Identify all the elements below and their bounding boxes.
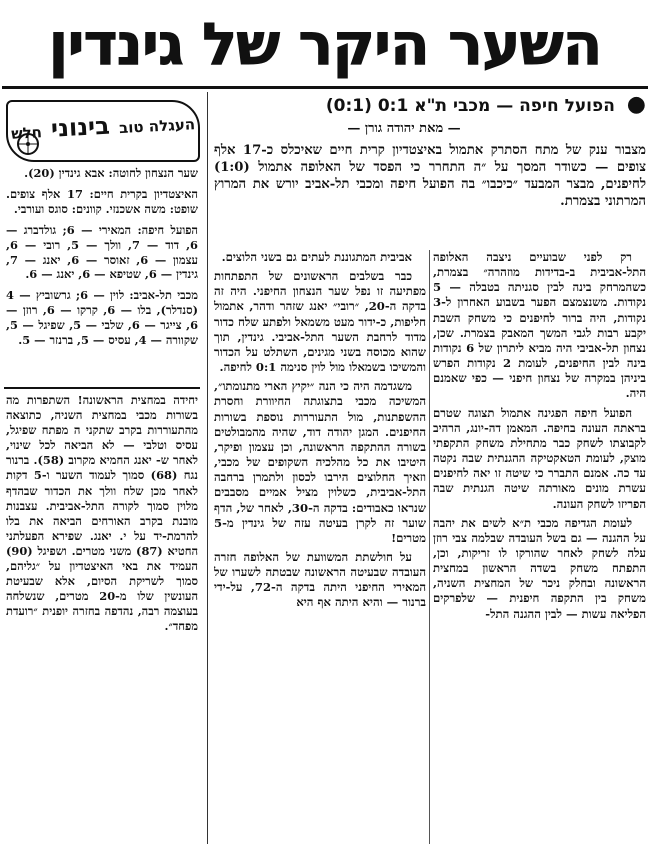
logo-word-left: טוב [118, 117, 145, 138]
article-column-left [214, 250, 426, 844]
article-paragraph: אביבית המתגוננת לעתים גם בשני הלוצים. [221, 250, 412, 264]
column-divider [207, 92, 208, 844]
lede-paragraph: מצבור ענק של מתח הסתרק אתמול באיצטדיון קרית חיים שאיכלס כ-17 אלף צופים — כשודר המסך על ״ה התחרר כי הפסד של האלופה אתמול (1:0) לחיפנים, מבצר המבעד ״כיכבו״ בה הפועל חיפה ומכבי תל-אביב יורש את המרוץ המרתוני בצמרת. [214, 143, 646, 209]
logo-word-big: בינוני [50, 111, 111, 143]
byline: — מאת יהודה גורן — [347, 121, 461, 136]
second-half-text: יחידה במחצית הראשונה! השתפרות מה בשורות מכבי במחצית השניה, כתוצאה מהתעוררות בקרב שתקני ה מפתח שפיגל, עסיס וטלבי — לא הביאה לכל שינוי, לאחר ש- יאנג החמיא מקרוב (58). ברנור נגח (68) סמוך לעמוד השער ו-5 דקות לאחר מכן שלח וולך את הכדור שבהדף מלוין סמוך לקורה התל-אביבית. עצבנות מובנת בקרב האורחים הביאה את בלו להרמת-יד על י. יאנג. שפירא הפעלתני החטיא (87) משני מטרים. ושפיגל (90) העמיד את באי האיצטדיון על ״גליהם, סמוך לשריקת הסיום, אלא שבעיטת העונשין שלו מ-20 מטרים, שנשלחה בעוצמה רבה, נהדפה בחזרה יופנית ״רועדת מפחד״. [6, 393, 198, 634]
logo-word-small: חלש [10, 123, 43, 143]
column-divider [429, 250, 430, 844]
article-paragraph: הפועל חיפה הפגינה אתמול תצוגה שטרם בראתה העונה בחיפה. המאמן דה-יונג, הרהיב לקבוצתו לשחק כבר מתחילת משחק התקפתי מוצק, לעומת הטאקטיקה ההגנתית שבה נקטה עד כה. אמנם התברר כי שיטה זו יאה לחיפנים עשרת מונים מאורתה שיטה הגנתית שבה הפריזו לשחק העונה. [433, 405, 646, 511]
goal-scorer-line: שער הנצחון לחוטה: אבא גינדין (20). [24, 166, 198, 180]
article-paragraph: לעומת הגדיפה מכבי ת״א לשים את יהבה על ההגנה — גם בשל העובדה שבלמה צבי רוזן עלה לשחק לאחר שהורקו לו זריקות, וכן, התפתח משחק בשדה הראשון במחצית הראשונה ובחלק ניכר של המחצית השניה, משחק בין התקפה חיפנית — שלפרקים הפליאה עשות — לבין ההגנה התל- [433, 515, 646, 621]
sidebar-continuation [6, 393, 198, 751]
article-subhead [214, 92, 646, 118]
article-paragraph: כבר בשלבים הראשונים של התפתחות מפתיעה זו נפל שער הנצחון החיפני. היה זה בדקה ה-20, ״רובי״ יאנג שזהר ודהר, אתמול חליפות, כ-ידור מעט משמאל ולפתע שלח כדור מדוד לרחבת השער התל-אביבי. גינדין, תוך שהוא מכוסה בשני מגינים, השתלט על הכדור והמשיכו בשמאלו מול לוין סנימה 0:1 לחיפה. [214, 269, 426, 375]
sidebar-rule [4, 387, 200, 389]
article-paragraph: משגדמה היה כי הנה ״יקיץ הארי מתנומתו״, המשיכה מכבי בתצוגתה החיוורת וחסרת ההשפתנות, מול התעוררות נוספת בשורות החיפנים. המגן יהודה דוד, שהיה מהמבולטים בשורה ההתקפה הראשונה, וכן עצמון ופיקר, היטיבו את כל מהלכיה השקופים של מכבי, וזאיך החלוצים הירבו לכסון ולתמרן ברחבה התל-אביבית, כשלוין מציל אמיים מסבבים שנראו כאבודים: בדקה ה-30, לאחר של, הדף שוער זה לקרן בעיטה עזה של גינדין מ-5 מטרים! [214, 379, 426, 545]
subhead-halftime: (0:1) [325, 96, 372, 116]
subhead-score: 0:1 [377, 96, 409, 116]
maccabi-lineup: מכבי תל-אביב: לוין — 6; גרשוביץ — 4 (סנדלר), בלו — 6, קרקו — 6, רוזן — 6, צייגר — 6, שלבי — 5, שפיגל — 5, שקוורה — 4, עסיס — 5, ברנזר — 5. [6, 288, 198, 348]
headline-rule [2, 86, 648, 89]
article-paragraph: רק לפני שבועיים ניצבה האלופה התל-אביבית ב-בדידות מוזהרה״ בצמרת, כשהמרחק בינה לבין סגניתה בטבלה — 5 נקודות. משנצמצם הפער בשבוע האחרון ל-3 נקודות, היה ברור לחיפנים כי משחק השבת יקבע רבות לגבי המשך המאבק בצמרת. שכן, נצחון תל-אביבי היה מביא ליתרון של 6 נקודות בינה לבין החיפנים, לעומת 2 נקודות הפרש ביניהן במקרה של נצחון חיפני — כפי שאמנם היה. [433, 250, 646, 401]
subhead-title: הפועל חיפה — מכבי ת"א [414, 96, 615, 116]
article-column-right [433, 250, 646, 844]
hapoel-lineup: הפועל חיפה: המאירי — 6; גולדברג — 6, דוד — 7, וולך — 5, רובי — 6, עצמון — 6, זאוסר — 6, יאנג — 7, גינדין — 6, שטיפא — 6, יאנג — 6. [6, 222, 198, 282]
main-headline: השער היקר של גינדין [48, 10, 602, 78]
stadium-line: האיצטדיון בקרית חיים: 17 אלף צופים. שופט: משה אשכנזי. קוונים: סוגס ועורבי. [6, 186, 198, 216]
grading-logo [6, 100, 200, 162]
bullet-icon: ● [626, 92, 646, 117]
logo-word-right: העגלה [148, 115, 196, 136]
article-paragraph: על חולשתת המשוועת של האלופה חזרה העובדה שבעיטה הראשונה שבטתה לשערו של המאירי החיפני היתה בדקה ה-72, על-ידי ברנור — והיא היתה אף היא [214, 549, 426, 610]
